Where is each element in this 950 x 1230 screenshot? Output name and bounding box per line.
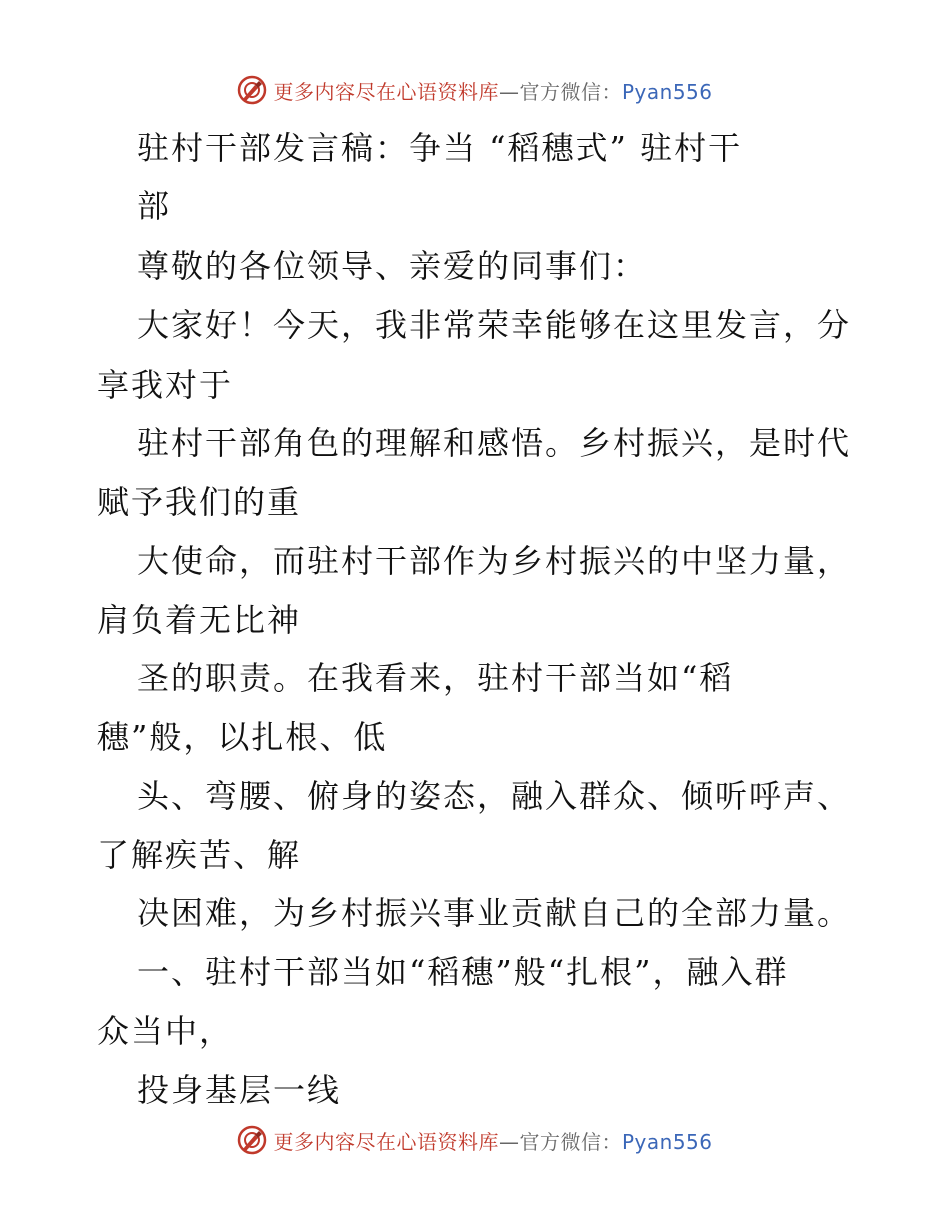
section-heading-cont: 众当中， xyxy=(97,1012,234,1050)
banner-official-text: 官方微信： xyxy=(519,79,622,104)
banner-wechat-id: Pyan556 xyxy=(621,79,713,104)
paragraph-line: 大家好！今天，我非常荣幸能够在这里发言，分 xyxy=(137,306,852,344)
paragraph-line: 大使命，而驻村干部作为乡村振兴的中坚力量， xyxy=(137,542,852,580)
banner-dash: — xyxy=(498,79,520,104)
paragraph-line: 决困难，为乡村振兴事业贡献自己的全部力量。 xyxy=(137,894,852,932)
banner-main-text: 更多内容尽在心语资料库 xyxy=(273,79,499,104)
paragraph-line: 头、弯腰、俯身的姿态，融入群众、倾听呼声、 xyxy=(137,777,852,815)
paragraph-line: 驻村干部角色的理解和感悟。乡村振兴，是时代 xyxy=(137,424,852,462)
footer-banner xyxy=(0,1120,950,1160)
paragraph-line: 穗”般，以扎根、低 xyxy=(97,718,388,756)
paragraph-line: 投身基层一线 xyxy=(137,1071,342,1109)
paragraph-line: 肩负着无比神 xyxy=(97,601,302,639)
paragraph-line: 圣的职责。在我看来，驻村干部当如“稻 xyxy=(137,659,734,697)
salutation: 尊敬的各位领导、亲爱的同事们： xyxy=(137,247,648,285)
document-title: 驻村干部发言稿：争当 “稻穗式” 驻村干 xyxy=(137,129,743,167)
banner-wechat-id: Pyan556 xyxy=(621,1129,713,1154)
paragraph-line: 了解疾苦、解 xyxy=(97,836,302,874)
pen-logo-icon xyxy=(237,1125,267,1155)
banner-official-text: 官方微信： xyxy=(519,1129,622,1154)
banner-text xyxy=(273,1126,712,1155)
document-title-cont: 部 xyxy=(137,187,172,225)
banner-main-text: 更多内容尽在心语资料库 xyxy=(273,1129,499,1154)
section-heading: 一、驻村干部当如“稻穗”般“扎根”，融入群 xyxy=(137,953,789,991)
paragraph-line: 享我对于 xyxy=(97,366,234,404)
paragraph-line: 赋予我们的重 xyxy=(97,483,302,521)
banner-dash: — xyxy=(498,1129,520,1154)
